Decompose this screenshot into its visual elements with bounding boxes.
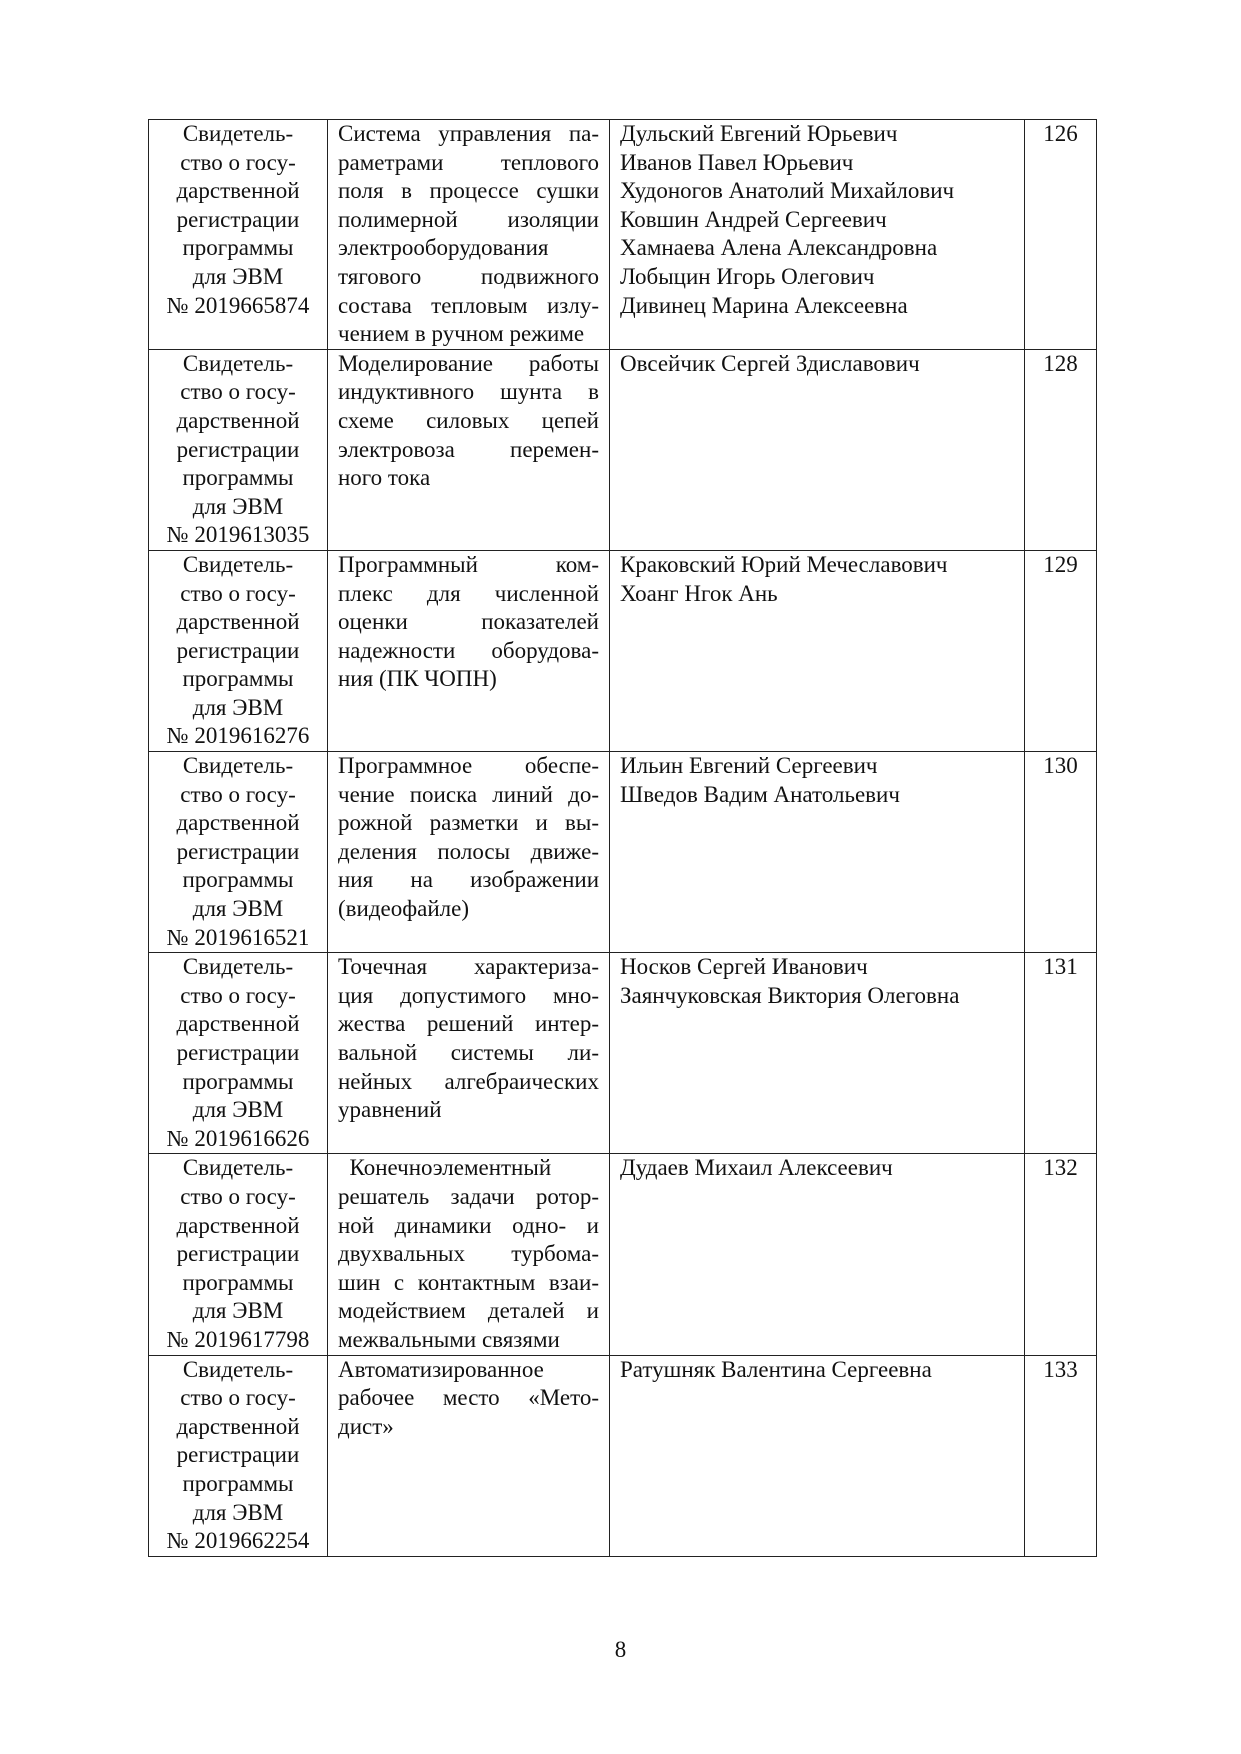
program-title-cell (328, 349, 610, 550)
title-line: плекс для численной (338, 580, 599, 606)
program-title-cell (328, 120, 610, 350)
authors-cell: Ратушняк Валентина Сергеевна (610, 1355, 1025, 1556)
authors-cell: Овсейчик Сергей Здиславович (610, 349, 1025, 550)
title-line: Программное обеспе- (338, 753, 599, 779)
page-ref-cell: 128 (1025, 349, 1097, 550)
title-line: раметрами теплового (338, 149, 599, 175)
title-line: ния (ПК ЧОПН) (338, 666, 497, 692)
title-line: чением в ручном режиме (338, 321, 585, 347)
title-line: Программный ком- (338, 551, 599, 577)
title-line: Моделирование работы (338, 350, 599, 376)
title-line: деления полосы движе- (338, 838, 599, 864)
title-line: электровоза перемен- (338, 436, 599, 462)
title-line: индуктивного шунта в (338, 379, 599, 405)
table-row (149, 953, 1097, 1154)
table-row (149, 550, 1097, 751)
page-ref-cell: 129 (1025, 550, 1097, 751)
title-line: (видеофайле) (338, 896, 470, 922)
title-line: жества решений интер- (338, 1011, 599, 1037)
title-line: двухвальных турбома- (338, 1241, 599, 1267)
table-row (149, 120, 1097, 350)
document-type-cell: Свидетель- ство о госу- дарственной регистрации программы для ЭВМ № 2019616521 (149, 752, 328, 953)
title-line: тягового подвижного (338, 263, 599, 289)
title-line: Точечная характеризa- (338, 954, 599, 980)
program-title-cell (328, 550, 610, 751)
title-line: ной динамики одно- и (338, 1212, 599, 1238)
document-type-cell: Свидетель- ство о госу- дарственной регистрации программы для ЭВМ № 2019616626 (149, 953, 328, 1154)
title-line: чение поиска линий до- (338, 781, 599, 807)
title-line: ния на изображении (338, 867, 599, 893)
title-line: Автоматизированное (338, 1356, 544, 1382)
title-line: межвальными связями (338, 1326, 560, 1352)
title-line: рабочее место «Мето- (338, 1385, 599, 1411)
title-line: Система управления па- (338, 121, 599, 146)
authors-cell: Дудаев Михаил Алексеевич (610, 1154, 1025, 1355)
title-line: модействием деталей и (338, 1298, 599, 1324)
title-line: состава тепловым излу- (338, 292, 599, 318)
title-line: дист» (338, 1413, 394, 1439)
authors-cell: Дульский Евгений Юрьевич Иванов Павел Юрьевич Худоногов Анатолий Михайлович Ковшин Андрей Сергеевич Хамнаева Алена Александровна Лобыцин Игорь Олегович Дивинец Марина Алексеевна (610, 120, 1025, 350)
program-title-cell (328, 752, 610, 953)
title-line: электрооборудования (338, 235, 549, 261)
title-line: надежности оборудова- (338, 637, 599, 663)
document-type-cell: Свидетель- ство о госу- дарственной регистрации программы для ЭВМ № 2019665874 (149, 120, 328, 350)
title-line: поля в процессе сушки (338, 178, 599, 204)
table-row (149, 752, 1097, 953)
title-line: оценки показателей (338, 609, 599, 635)
page-ref-cell: 132 (1025, 1154, 1097, 1355)
title-line: полимерной изоляции (338, 206, 599, 232)
registry-table (148, 119, 1097, 1557)
table-row (149, 1355, 1097, 1556)
program-title-cell (328, 1154, 610, 1355)
authors-cell: Ильин Евгений Сергеевич Шведов Вадим Анатольевич (610, 752, 1025, 953)
document-type-cell: Свидетель- ство о госу- дарственной регистрации программы для ЭВМ № 2019617798 (149, 1154, 328, 1355)
document-type-cell: Свидетель- ство о госу- дарственной регистрации программы для ЭВМ № 2019616276 (149, 550, 328, 751)
title-line: вальной системы ли- (338, 1040, 599, 1065)
document-type-cell: Свидетель- ство о госу- дарственной регистрации программы для ЭВМ № 2019662254 (149, 1355, 328, 1556)
table-row (149, 1154, 1097, 1355)
registry-table-body (149, 120, 1097, 1557)
program-title-cell (328, 1355, 610, 1556)
table-row (149, 349, 1097, 550)
authors-cell: Носков Сергей Иванович Заянчуковская Виктория Олеговна (610, 953, 1025, 1154)
page-ref-cell: 126 (1025, 120, 1097, 350)
title-line: шин с контактным взаи- (338, 1269, 599, 1295)
title-line: Конечноэлементный (338, 1155, 552, 1181)
program-title-cell (328, 953, 610, 1154)
page-ref-cell: 130 (1025, 752, 1097, 953)
title-line: схеме силовых цепей (338, 407, 599, 433)
title-line: решатель задачи ротор- (338, 1183, 599, 1209)
title-line: уравнений (338, 1097, 442, 1123)
document-type-cell: Свидетель- ство о госу- дарственной регистрации программы для ЭВМ № 2019613035 (149, 349, 328, 550)
title-line: ного тока (338, 465, 431, 491)
authors-cell: Краковский Юрий Мечеславович Хоанг Нгок Ань (610, 550, 1025, 751)
title-line: рожной разметки и вы- (338, 810, 599, 836)
title-line: ция допустимого мно- (338, 982, 599, 1008)
page-ref-cell: 131 (1025, 953, 1097, 1154)
page-ref-cell: 133 (1025, 1355, 1097, 1556)
title-line: нейных алгебраических (338, 1068, 599, 1094)
page-number: 8 (614, 1637, 627, 1662)
